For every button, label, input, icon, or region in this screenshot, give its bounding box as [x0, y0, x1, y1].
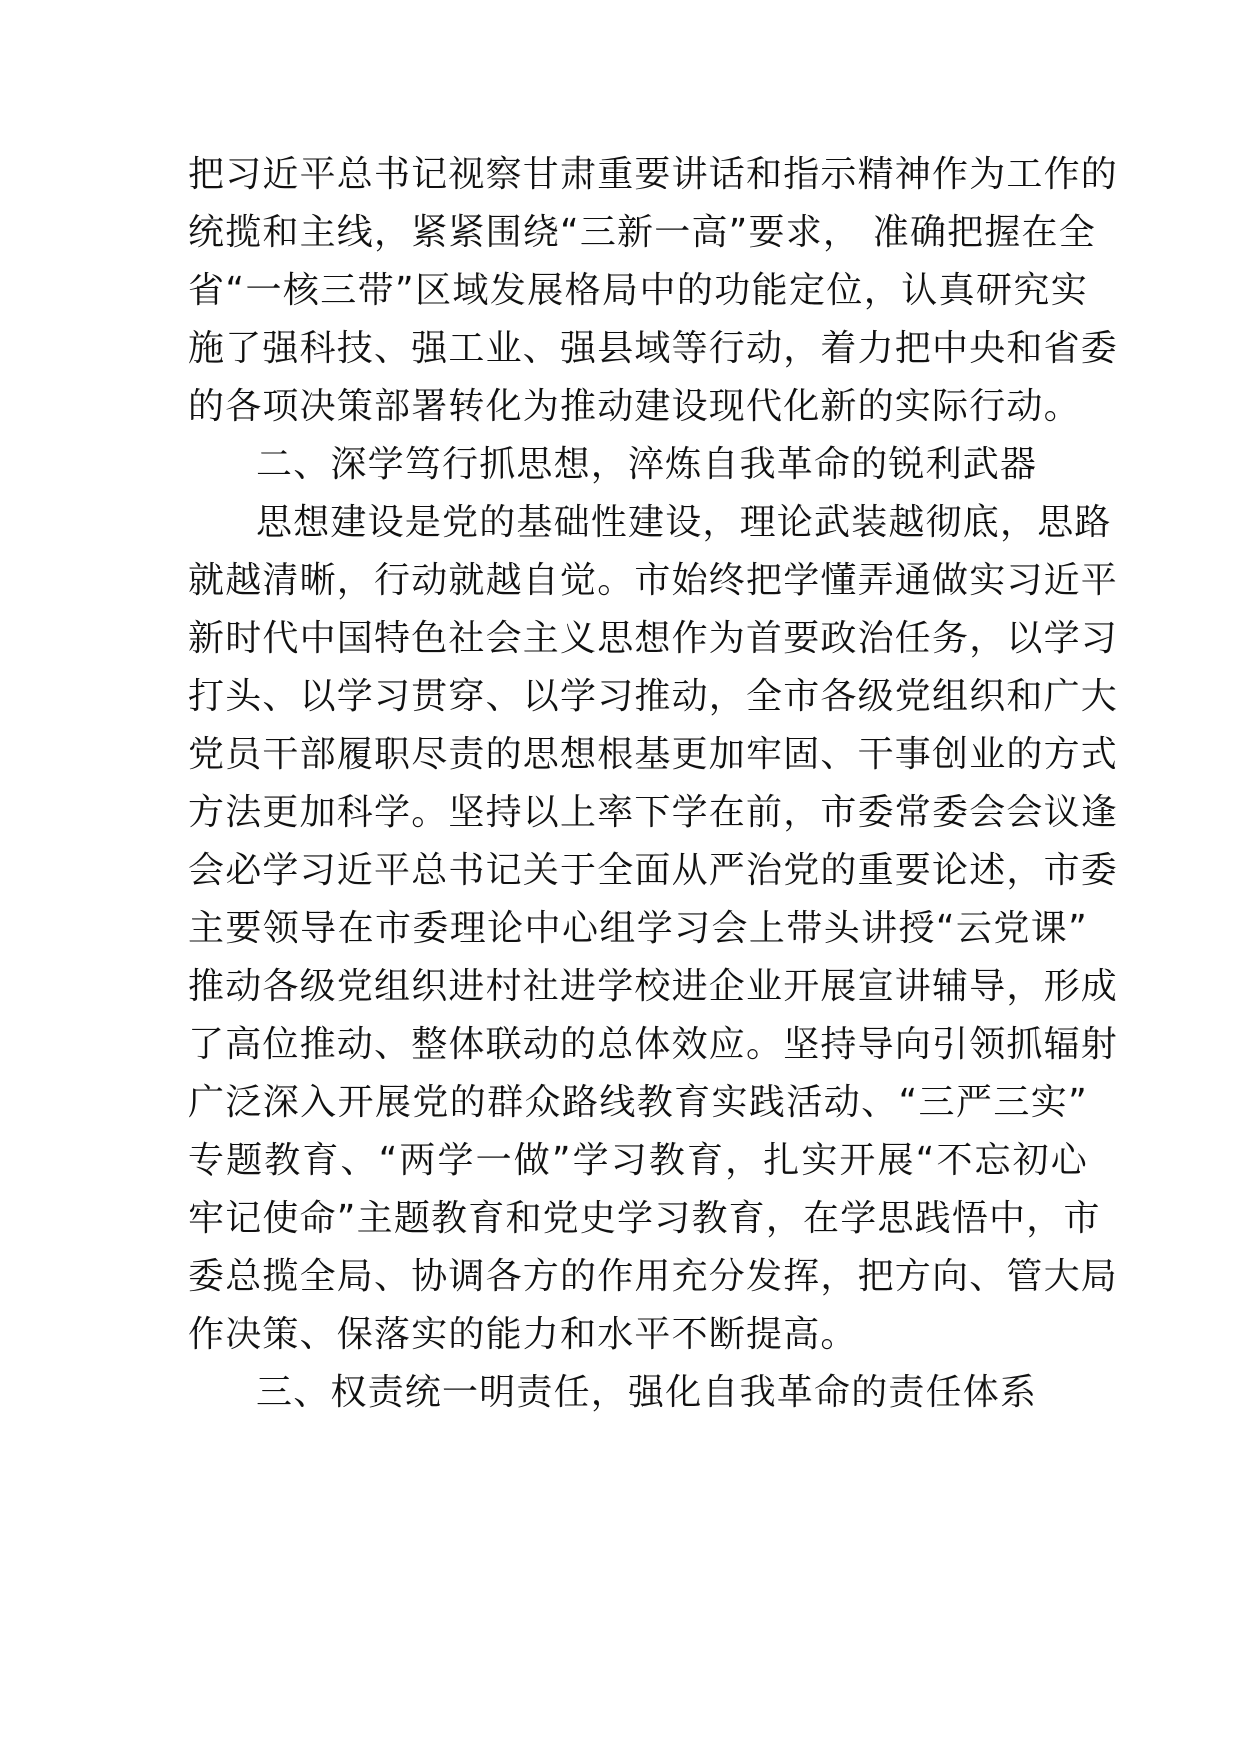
- section-heading: 二、深学笃行抓思想，淬炼自我革命的锐利武器: [256, 444, 1038, 485]
- text-line: 广泛深入开展党的群众路线教育实践活动、“三严三实”: [188, 1082, 1088, 1123]
- text-line: 专题教育、“两学一做”学习教育，扎实开展“不忘初心: [188, 1140, 1088, 1181]
- text-line: 方法更加科学。坚持以上率下学在前，市委常委会会议逢: [188, 792, 1119, 833]
- text-line: 主要领导在市委理论中心组学习会上带头讲授“云党课”: [188, 908, 1088, 949]
- text-line: 会必学习近平总书记关于全面从严治党的重要论述，市委: [188, 850, 1119, 891]
- text-line: 的各项决策部署转化为推动建设现代化新的实际行动。: [188, 386, 1081, 427]
- text-line: 施了强科技、强工业、强县域等行动，着力把中央和省委: [188, 328, 1119, 369]
- text-line: 统揽和主线，紧紧围绕“三新一高”要求， 准确把握在全: [188, 212, 1096, 253]
- text-line: 推动各级党组织进村社进学校进企业开展宣讲辅导，形成: [188, 966, 1119, 1007]
- text-line: 就越清晰，行动就越自觉。市始终把学懂弄通做实习近平: [188, 560, 1119, 601]
- text-line: 作决策、保落实的能力和水平不断提高。: [188, 1314, 858, 1355]
- text-line: 省“一核三带”区域发展格局中的功能定位，认真研究实: [188, 270, 1088, 311]
- text-line: 了高位推动、整体联动的总体效应。坚持导向引领抓辐射: [188, 1024, 1119, 1065]
- text-line: 党员干部履职尽责的思想根基更加牢固、干事创业的方式: [188, 734, 1119, 775]
- text-line: 委总揽全局、协调各方的作用充分发挥，把方向、管大局: [188, 1256, 1119, 1297]
- section-heading: 三、权责统一明责任，强化自我革命的责任体系: [256, 1372, 1038, 1413]
- text-line: 牢记使命”主题教育和党史学习教育，在学思践悟中，市: [188, 1198, 1101, 1239]
- text-line: 打头、以学习贯穿、以学习推动，全市各级党组织和广大: [188, 676, 1119, 717]
- text-line: 把习近平总书记视察甘肃重要讲话和指示精神作为工作的: [188, 154, 1119, 195]
- text-line: 新时代中国特色社会主义思想作为首要政治任务，以学习: [188, 618, 1119, 659]
- text-line: 思想建设是党的基础性建设，理论武装越彻底，思路: [256, 502, 1112, 543]
